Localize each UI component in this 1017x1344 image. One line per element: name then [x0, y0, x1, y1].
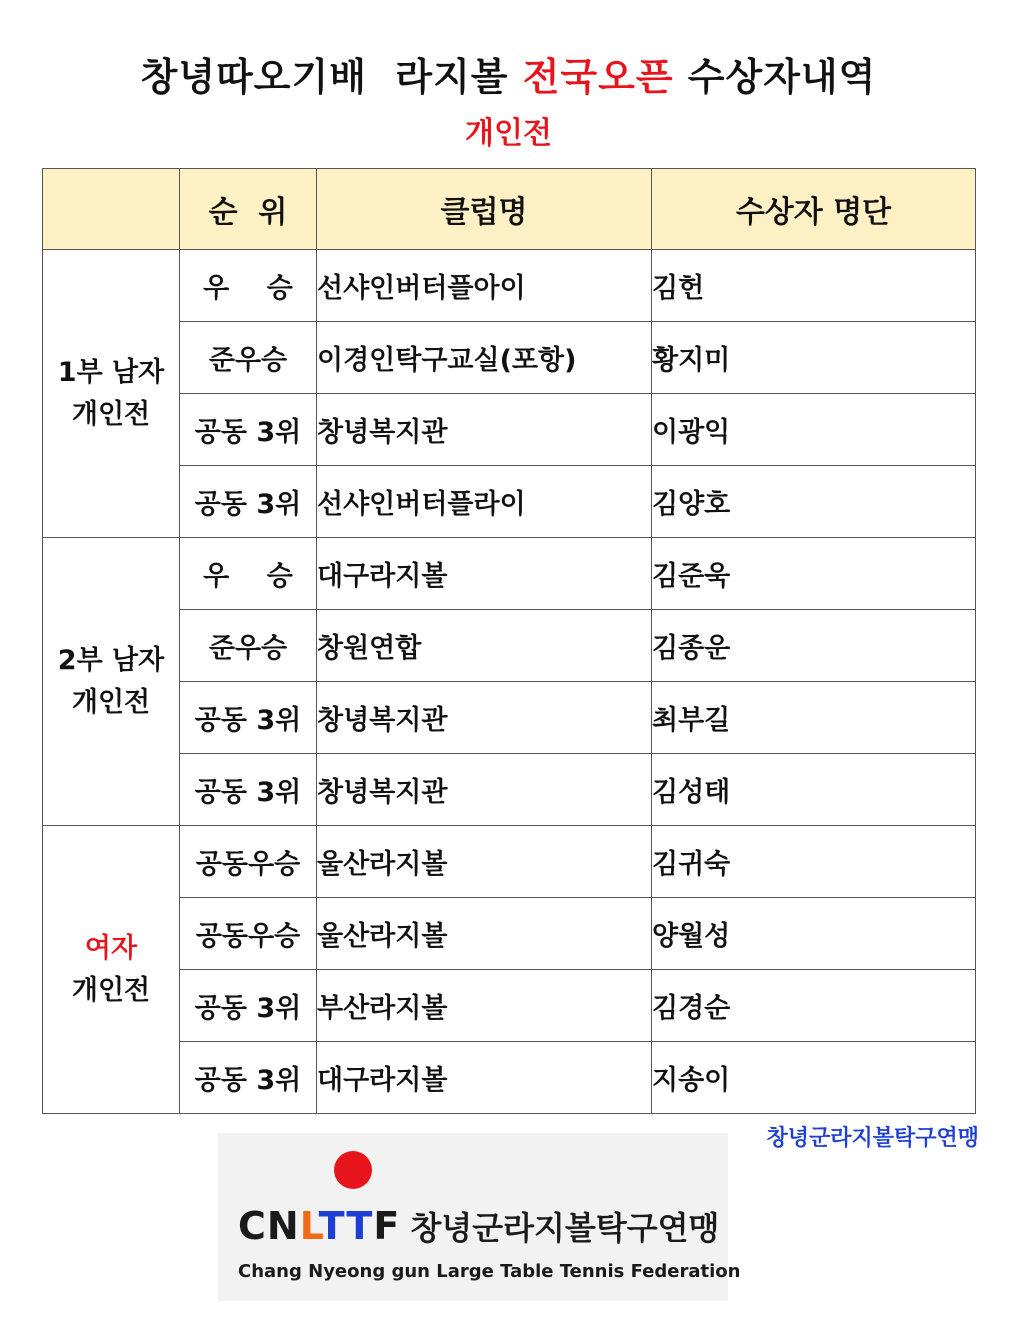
winner-cell: 이광익	[652, 394, 976, 466]
group-label-men-div1	[43, 250, 180, 538]
rank-cell: 공동 3위	[180, 394, 317, 466]
title-prefix: 창녕따오기배 라지볼	[140, 55, 523, 99]
group-label-line1: 2부 남자	[57, 644, 165, 676]
logo-title	[238, 1203, 719, 1249]
table-row	[43, 394, 976, 466]
group-label-line1: 1부 남자	[57, 356, 165, 388]
rank-cell: 공동 3위	[180, 970, 317, 1042]
group-label-women	[43, 826, 180, 1114]
table-row	[43, 898, 976, 970]
rank-cell: 공동 3위	[180, 682, 317, 754]
table-row	[43, 610, 976, 682]
logo-abbr-f: F	[373, 1204, 401, 1248]
winner-cell: 양월성	[652, 898, 976, 970]
header-row	[43, 169, 976, 250]
table-row	[43, 970, 976, 1042]
winner-cell: 김양호	[652, 466, 976, 538]
rank-cell: 공동 3위	[180, 466, 317, 538]
rank-cell: 공동 3위	[180, 1042, 317, 1114]
club-cell: 선샤인버터플라이	[317, 466, 652, 538]
winner-cell: 김헌	[652, 250, 976, 322]
club-cell: 대구라지볼	[317, 538, 652, 610]
club-cell: 대구라지볼	[317, 1042, 652, 1114]
title-suffix: 수상자내역	[673, 55, 877, 99]
red-sun-icon	[334, 1151, 372, 1189]
group-label-line2: 개인전	[71, 686, 151, 718]
rank-cell: 공동 3위	[180, 754, 317, 826]
winner-cell: 최부길	[652, 682, 976, 754]
page-subtitle: 개인전	[465, 116, 552, 151]
winner-cell: 김준욱	[652, 538, 976, 610]
table-row	[43, 538, 976, 610]
club-cell: 창녕복지관	[317, 754, 652, 826]
table-row	[43, 1042, 976, 1114]
club-cell: 부산라지볼	[317, 970, 652, 1042]
rank-cell: 준우승	[180, 322, 317, 394]
club-cell: 창녕복지관	[317, 394, 652, 466]
group-label-line1: 여자	[84, 932, 138, 964]
rank-cell: 우 승	[180, 250, 317, 322]
rank-cell: 공동우승	[180, 826, 317, 898]
header-cell-club: 클럽명	[317, 169, 652, 250]
winner-cell: 김귀숙	[652, 826, 976, 898]
group-label-line2: 개인전	[71, 398, 151, 430]
winner-cell: 김경순	[652, 970, 976, 1042]
table-row	[43, 682, 976, 754]
logo-abbreviation	[238, 1204, 400, 1248]
results-table	[42, 168, 976, 1114]
header-cell-rank: 순 위	[180, 169, 317, 250]
winner-cell: 김종운	[652, 610, 976, 682]
table-row	[43, 250, 976, 322]
federation-note: 창녕군라지볼탁구연맹	[766, 1126, 979, 1151]
logo-english-name: Chang Nyeong gun Large Table Tennis Federation	[238, 1261, 741, 1282]
federation-logo	[218, 1133, 741, 1301]
group-label-men-div2	[43, 538, 180, 826]
winner-cell: 황지미	[652, 322, 976, 394]
rank-cell: 우 승	[180, 538, 317, 610]
table-row	[43, 466, 976, 538]
logo-abbr-l: L	[299, 1204, 319, 1248]
club-cell: 창녕복지관	[317, 682, 652, 754]
rank-cell: 준우승	[180, 610, 317, 682]
header-cell-winner: 수상자 명단	[652, 169, 976, 250]
title-highlight: 전국오픈	[522, 55, 674, 99]
club-cell: 이경인탁구교실(포항)	[317, 322, 652, 394]
winner-cell: 김성태	[652, 754, 976, 826]
table-row	[43, 754, 976, 826]
table-row	[43, 322, 976, 394]
header-cell-category	[43, 169, 180, 250]
club-cell: 창원연합	[317, 610, 652, 682]
group-label-line2: 개인전	[71, 974, 151, 1006]
logo-korean-name: 창녕군라지볼탁구연맹	[410, 1209, 720, 1247]
logo-abbr-tt: TT	[318, 1204, 374, 1248]
page-title	[0, 46, 1017, 101]
table-row	[43, 826, 976, 898]
rank-cell: 공동우승	[180, 898, 317, 970]
club-cell: 울산라지볼	[317, 898, 652, 970]
logo-abbr-cn: CN	[238, 1204, 300, 1248]
club-cell: 선샤인버터플아이	[317, 250, 652, 322]
winner-cell: 지송이	[652, 1042, 976, 1114]
club-cell: 울산라지볼	[317, 826, 652, 898]
